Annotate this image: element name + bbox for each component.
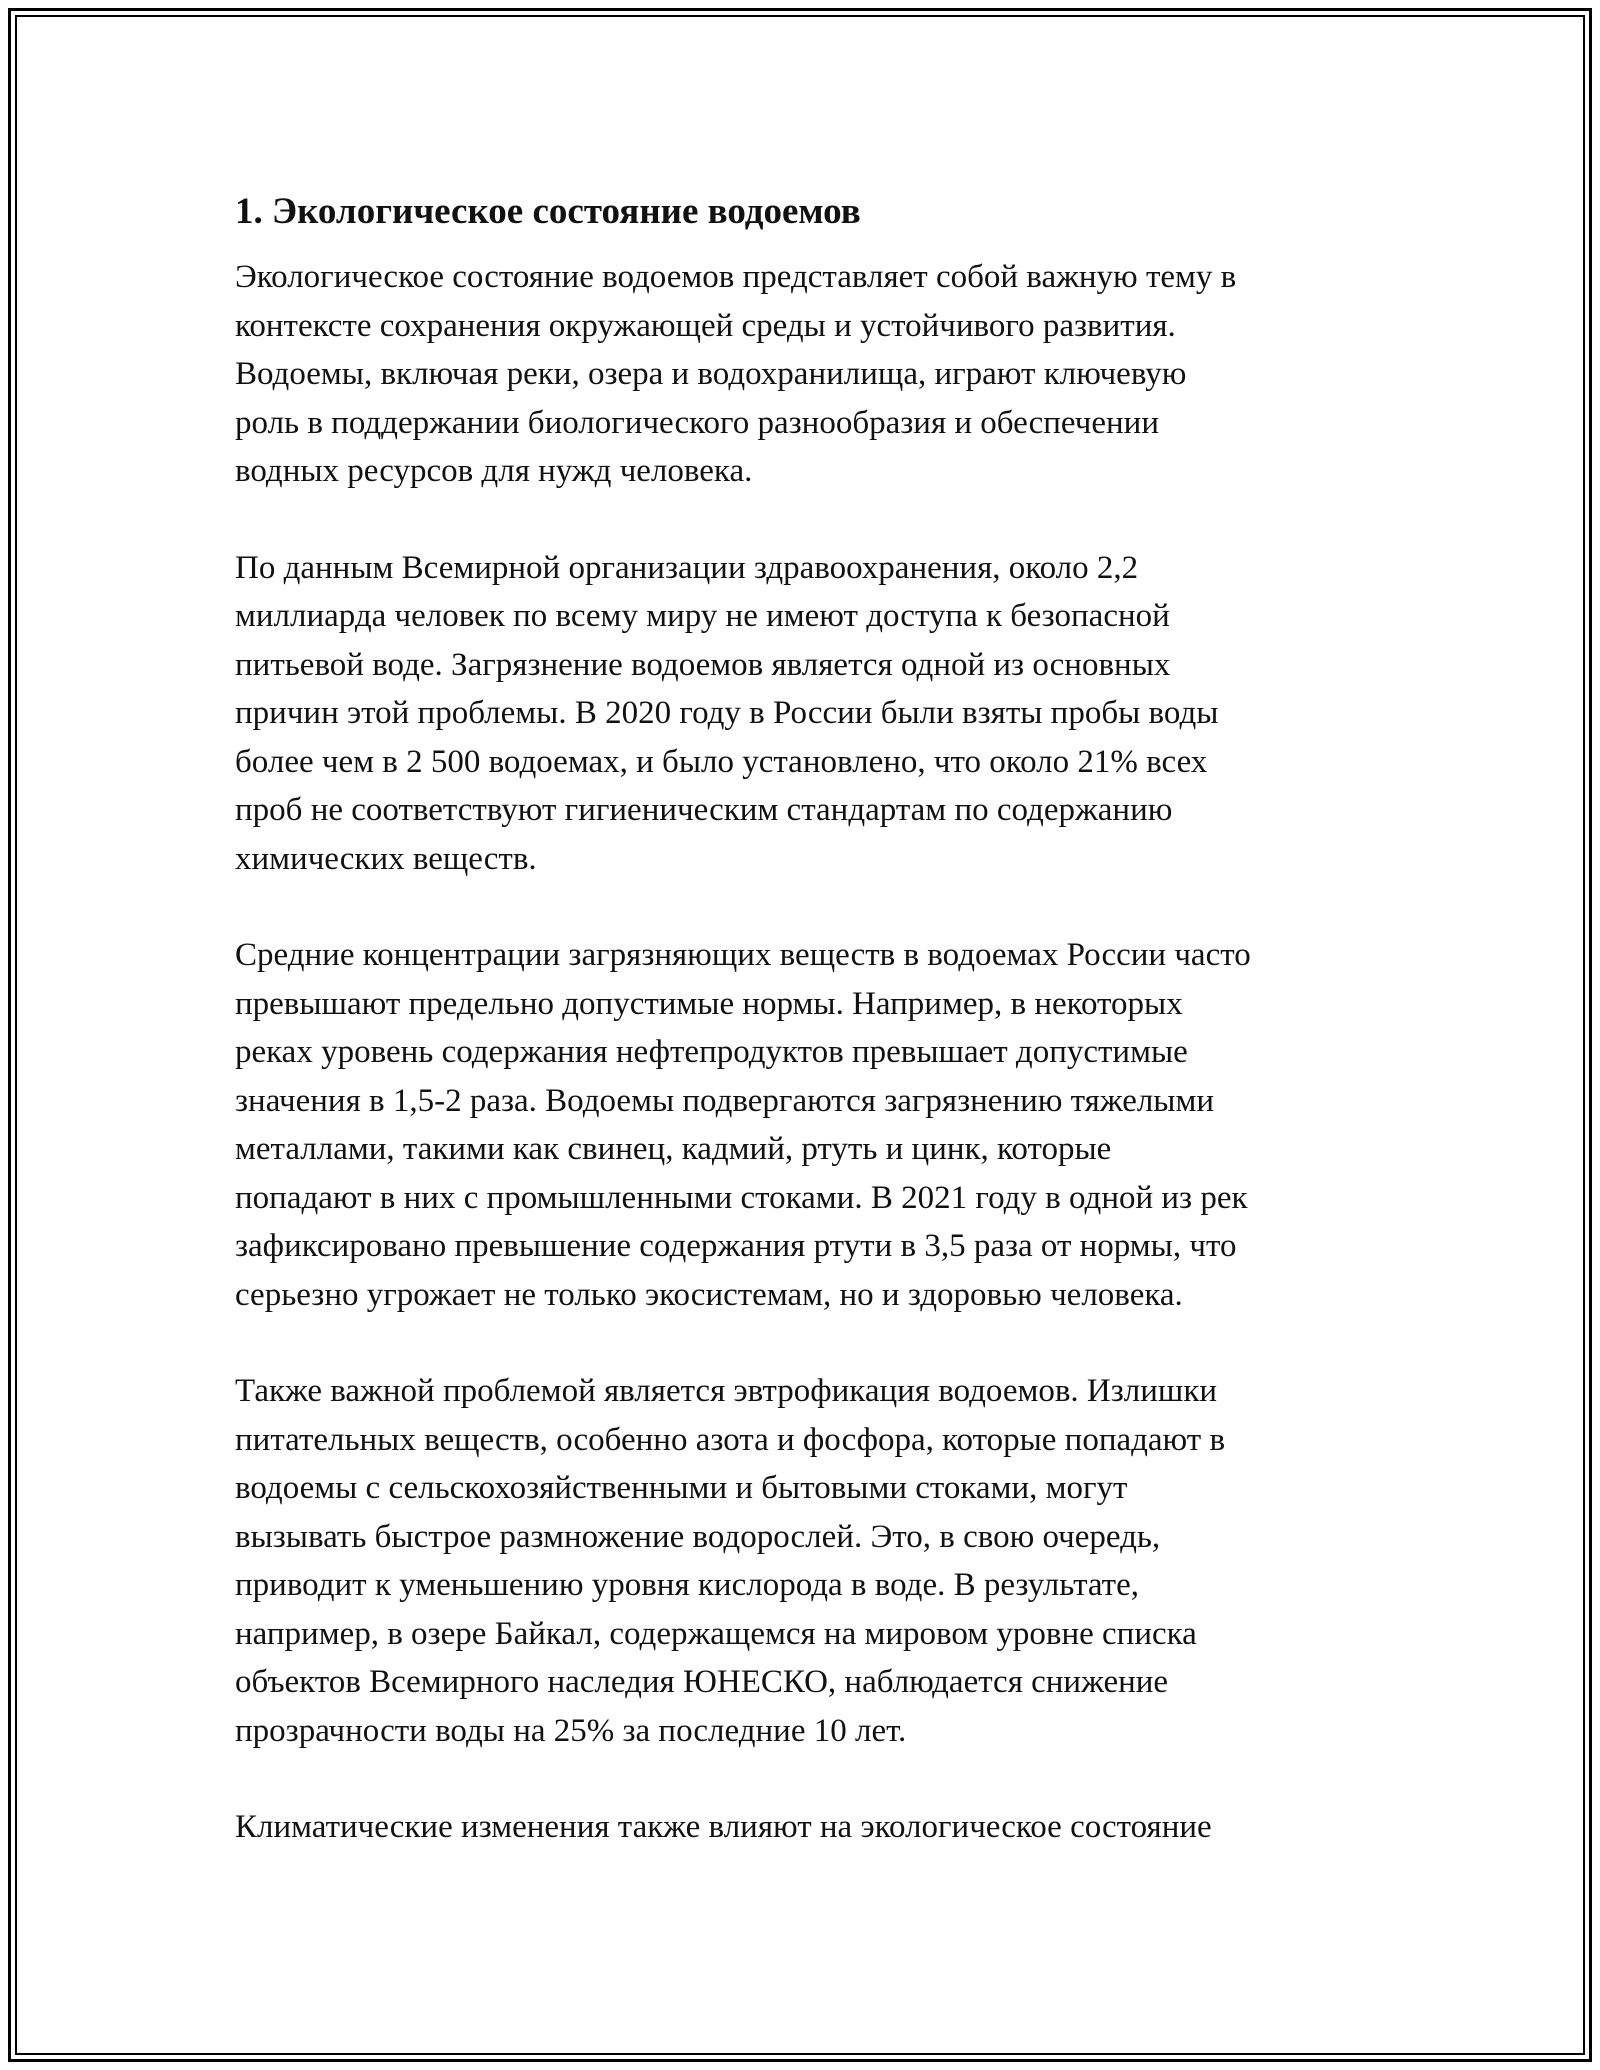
paragraph-line: объектов Всемирного наследия ЮНЕСКО, наблюдается снижение <box>235 1664 1169 1700</box>
paragraph-line: например, в озере Байкал, содержащемся на мировом уровне списка <box>235 1615 1197 1652</box>
paragraph-line: Климатические изменения также влияют на экологическое состояние <box>235 1809 1212 1845</box>
paragraph-line: серьезно угрожает не только экосистемам, но и здоровью человека. <box>235 1276 1183 1313</box>
paragraph <box>235 253 1405 496</box>
document-body <box>235 188 1405 1900</box>
paragraph-line: вызывать быстрое размножение водорослей. Это, в свою очередь, <box>235 1518 1161 1555</box>
paragraph-line: более чем в 2 500 водоемах, и было установлено, что около 21% всех <box>235 743 1208 780</box>
paragraph-line: питьевой воде. Загрязнение водоемов является одной из основных <box>235 646 1171 683</box>
paragraph-line: попадают в них с промышленными стоками. В 2021 году в одной из рек <box>235 1179 1248 1216</box>
paragraph-line: зафиксировано превышение содержания ртути в 3,5 раза от нормы, что <box>235 1228 1237 1264</box>
paragraph-line: миллиарда человек по всему миру не имеют доступа к безопасной <box>235 598 1170 634</box>
paragraph-line: проб не соответствуют гигиеническим стандартам по содержанию <box>235 792 1173 828</box>
paragraph-line: прозрачности воды на 25% за последние 10 лет. <box>235 1712 907 1749</box>
paragraph-line: По данным Всемирной организации здравоохранения, около 2,2 <box>235 549 1139 586</box>
paragraph-line: водных ресурсов для нужд человека. <box>235 453 753 489</box>
paragraph <box>235 931 1405 1319</box>
section-heading: 1. Экологическое состояние водоемов <box>235 191 861 232</box>
paragraph-line: роль в поддержании биологического разнообразия и обеспечении <box>235 404 1159 441</box>
paragraph-line: химических веществ. <box>235 840 537 877</box>
paragraph-line: приводит к уменьшению уровня кислорода в воде. В результате, <box>235 1567 1140 1603</box>
paragraph-line: водоемы с сельскохозяйственными и бытовыми стоками, могут <box>235 1470 1128 1506</box>
paragraphs-container <box>235 253 1405 1852</box>
paragraph-line: реках уровень содержания нефтепродуктов превышает допустимые <box>235 1034 1188 1070</box>
paragraph-line: Экологическое состояние водоемов представляет собой важную тему в <box>235 259 1237 295</box>
paragraph-line: контексте сохранения окружающей среды и устойчивого развития. <box>235 307 1176 344</box>
paragraph <box>235 544 1405 884</box>
paragraph-line: Средние концентрации загрязняющих веществ в водоемах России часто <box>235 937 1251 973</box>
paragraph-line: превышают предельно допустимые нормы. Например, в некоторых <box>235 985 1183 1022</box>
paragraph-line: питательных веществ, особенно азота и фосфора, которые попадают в <box>235 1421 1226 1458</box>
paragraph-line: Водоемы, включая реки, озера и водохранилища, играют ключевую <box>235 356 1187 392</box>
paragraph-line: причин этой проблемы. В 2020 году в России были взяты пробы воды <box>235 695 1219 731</box>
paragraph-line: значения в 1,5-2 раза. Водоемы подвергаются загрязнению тяжелыми <box>235 1082 1215 1119</box>
paragraph <box>235 1803 1405 1852</box>
paragraph-line: Также важной проблемой является эвтрофикация водоемов. Излишки <box>235 1373 1218 1409</box>
paragraph <box>235 1367 1405 1755</box>
paragraph-line: металлами, такими как свинец, кадмий, ртуть и цинк, которые <box>235 1131 1112 1167</box>
